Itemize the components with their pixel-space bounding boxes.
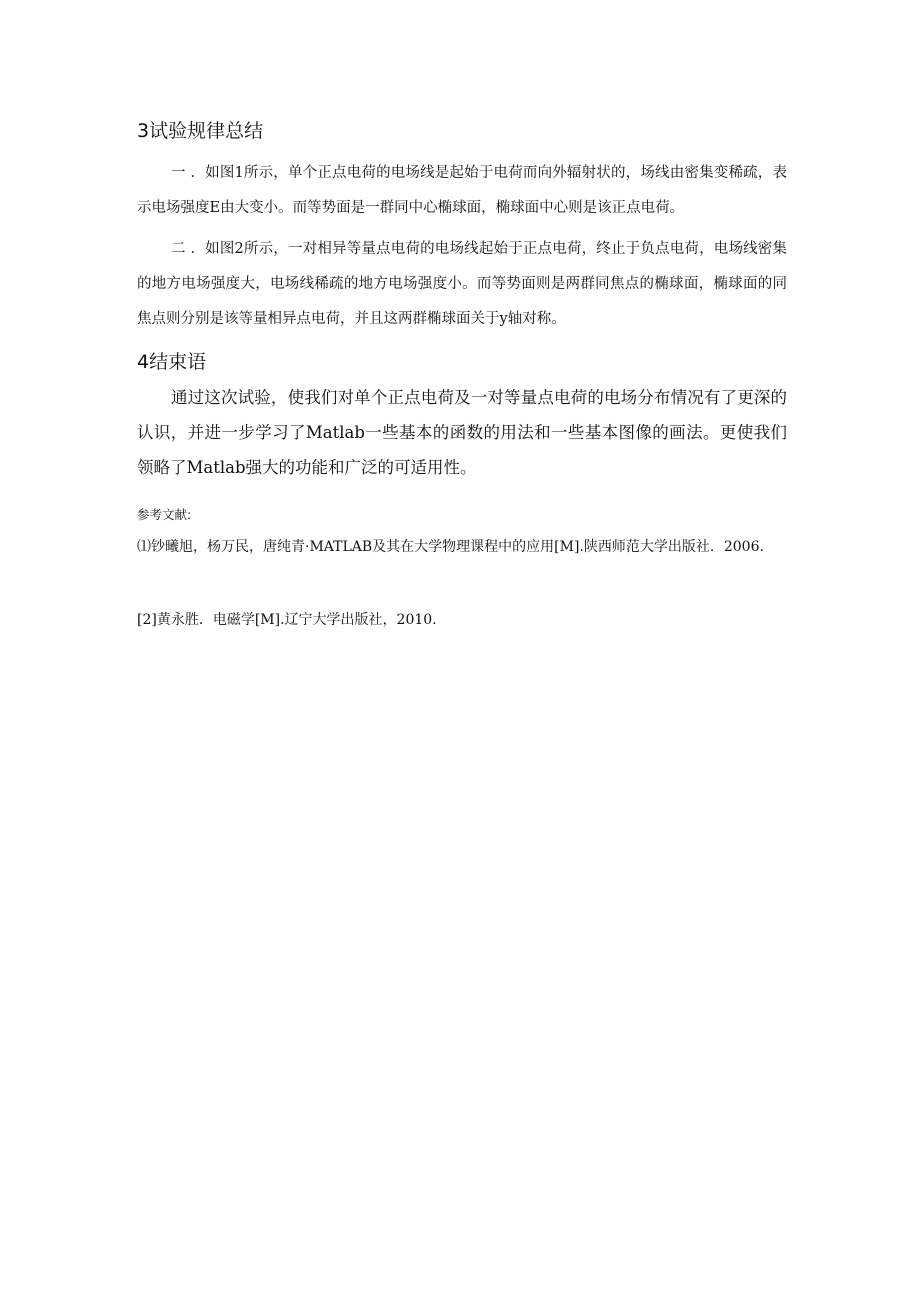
reference-item-1: ⑴钞曦旭，杨万民，唐纯青·MATLAB及其在大学物理课程中的应用[M].陕西师范大学出版社．2006.	[137, 539, 764, 555]
section-3-heading: 3试验规律总结	[137, 120, 264, 142]
references-title: 参考文献:	[137, 507, 192, 522]
section-3-paragraph-2: 二 ．如图2所示，一对相异等量点电荷的电场线起始于正点电荷，终止于负点电荷，电场线密集的地方电场强度大，电场线稀疏的地方电场强度小。而等势面则是两群同焦点的椭球面，椭球面的同焦点则分别是该等量相异点电荷，并且这两群椭球面关于y轴对称。	[137, 241, 787, 327]
section-3-paragraph-1: 一 ．如图1所示，单个正点电荷的电场线是起始于电荷而向外辐射状的，场线由密集变稀疏，表示电场强度E由大变小。而等势面是一群同中心椭球面，椭球面中心则是该正点电荷。	[137, 165, 787, 216]
reference-item-2: [2]黄永胜．电磁学[M].辽宁大学出版社，2010.	[137, 612, 437, 628]
section-4-paragraph: 通过这次试验，使我们对单个正点电荷及一对等量点电荷的电场分布情况有了更深的认识，并进一步学习了Matlab一些基本的函数的用法和一些基本图像的画法。更使我们领略了Matlab强大的功能和广泛的可适用性。	[137, 388, 787, 477]
section-4-heading: 4结束语	[137, 351, 207, 373]
